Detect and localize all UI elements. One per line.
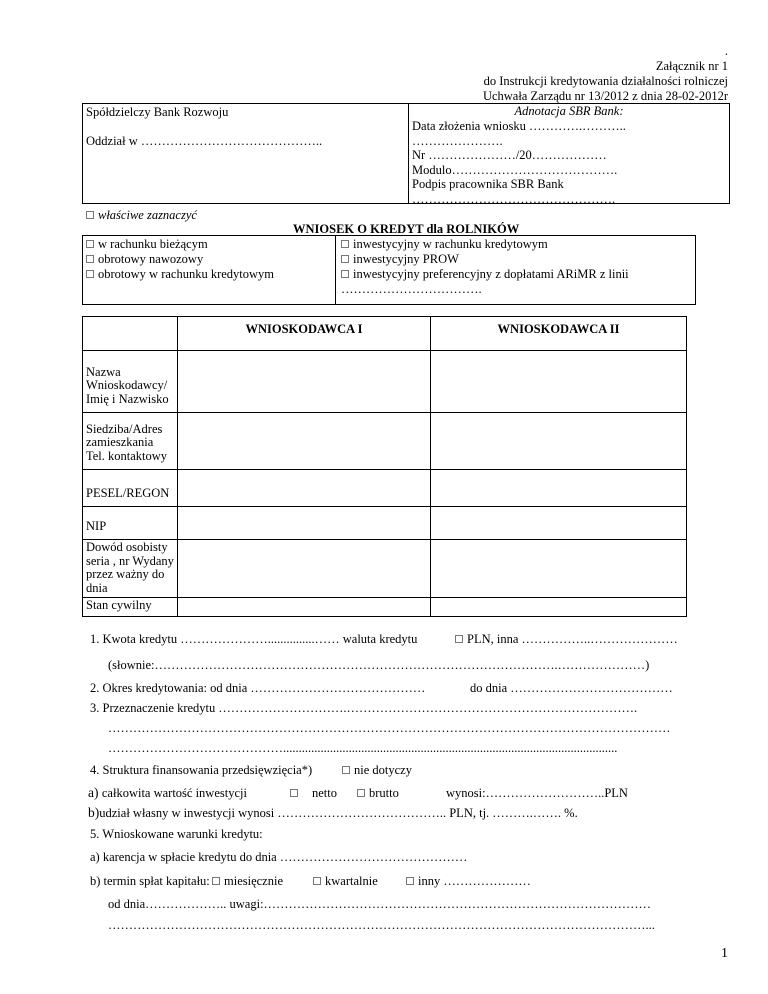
row-label-pesel: PESEL/REGON	[83, 470, 178, 507]
credit-type-arimr[interactable]: inwestycyjny preferencyjny z dopłatami ARiMR z linii …………………………….	[341, 267, 629, 296]
row-label-address: Siedziba/Adres zamieszkania Tel. kontaktowy	[83, 413, 178, 470]
quarterly-option[interactable]: kwartalnie	[313, 874, 378, 889]
loan-purpose-line-3[interactable]: ……………………………………...........................................................................................................	[108, 741, 618, 755]
attachment-number: Załącznik nr 1	[655, 59, 728, 73]
applicant-1-id-cell[interactable]	[178, 540, 431, 598]
checkbox-icon[interactable]	[341, 255, 349, 263]
credit-type-investment-account[interactable]: inwestycyjny w rachunku kredytowym	[341, 237, 686, 252]
checkbox-icon[interactable]	[341, 240, 349, 248]
requested-terms-label: 5. Wnioskowane warunki kredytu:	[90, 827, 263, 841]
applicant-1-pesel-cell[interactable]	[178, 470, 431, 507]
applicant-2-name-cell[interactable]	[431, 351, 687, 413]
page-number: 1	[721, 946, 728, 961]
applicant-1-name-cell[interactable]	[178, 351, 431, 413]
applicant-1-marital-cell[interactable]	[178, 598, 431, 617]
checkbox-icon[interactable]	[86, 270, 94, 278]
applicant-1-header: WNIOSKODAWCA I	[178, 317, 431, 351]
row-label-marital: Stan cywilny	[83, 598, 178, 617]
annotation-number[interactable]: Nr …………………/20………………	[412, 148, 607, 162]
bank-name: Spółdzielczy Bank Rozwoju	[86, 105, 229, 119]
repayment-notes-line[interactable]: …………………………………………………………………………………………………………………...	[108, 918, 655, 932]
repayment-term-label: b) termin spłat kapitału:	[90, 874, 210, 888]
credit-type-box	[82, 235, 696, 305]
total-investment-label: a) całkowita wartość inwestycji	[88, 785, 247, 800]
annotation-title: Adnotacja SBR Bank:	[514, 104, 624, 118]
annotation-modulo[interactable]: Modulo………………………………….	[412, 162, 618, 177]
loan-amount-words[interactable]: (słownie:…………………………………………………………………………………….…………………)	[108, 658, 650, 672]
loan-purpose-field[interactable]: 3. Przeznaczenie kredytu ………………………….…………………………………………………………….	[90, 701, 638, 715]
annotation-signature-label: Podpis pracownika SBR Bank	[412, 177, 564, 191]
checkbox-icon[interactable]	[86, 240, 94, 248]
checkbox-icon[interactable]	[455, 635, 463, 643]
check-note: właściwe zaznaczyć	[86, 208, 197, 223]
form-title: WNIOSEK O KREDYT dla ROLNIKÓW	[293, 222, 520, 236]
credit-type-fertilizer[interactable]: obrotowy nawozowy	[86, 252, 274, 267]
loan-amount-field[interactable]: 1. Kwota kredytu …………………...............…… waluta kredytu	[90, 632, 418, 646]
checkbox-icon[interactable]	[357, 789, 365, 797]
loan-period-to[interactable]: do dnia …………………………………	[470, 681, 673, 695]
applicant-1-nip-cell[interactable]	[178, 507, 431, 540]
applicant-1-address-cell[interactable]	[178, 413, 431, 470]
loan-purpose-line-2[interactable]: ………………………………………………………………………………………………………………………	[108, 721, 671, 735]
brutto-option[interactable]: brutto	[357, 786, 399, 801]
applicant-2-address-cell[interactable]	[431, 413, 687, 470]
item-letter: a)	[88, 785, 99, 800]
applicant-2-pesel-cell[interactable]	[431, 470, 687, 507]
resolution-reference: Uchwała Zarządu nr 13/2012 z dnia 28-02-2012r	[482, 89, 728, 103]
credit-type-divider	[335, 236, 336, 304]
applicant-2-header: WNIOSKODAWCA II	[431, 317, 687, 351]
bank-annotation-box	[408, 103, 730, 204]
monthly-option[interactable]: miesięcznie	[212, 874, 283, 889]
instruction-reference: do Instrukcji kredytowania działalności rolniczej	[483, 74, 728, 88]
checkbox-icon[interactable]	[313, 877, 321, 885]
applicants-table	[82, 316, 687, 617]
checkbox-icon[interactable]	[290, 789, 298, 797]
own-contribution-field[interactable]: b)udział własny w inwestycji wynosi ………………………………….. PLN, tj. ……….……. %.	[88, 805, 578, 820]
checkbox-icon	[86, 211, 94, 219]
other-option[interactable]: inny …………………	[406, 874, 531, 889]
repayment-from-date[interactable]: od dnia……………….. uwagi:…………………………………………………………………………………	[108, 897, 652, 911]
row-label-name: Nazwa Wnioskodawcy/ Imię i Nazwisko	[83, 351, 178, 413]
credit-type-prow[interactable]: inwestycyjny PROW	[341, 252, 686, 267]
bank-info-box	[82, 103, 409, 204]
checkbox-icon[interactable]	[342, 766, 350, 774]
not-applicable-option[interactable]: nie dotyczy	[342, 763, 412, 778]
annotation-signature-field[interactable]: ………………………………………….	[412, 191, 616, 206]
branch-field[interactable]: Oddział w ……………………………………..	[86, 134, 323, 148]
grace-period-field[interactable]: a) karencja w spłacie kredytu do dnia ………………………………………	[90, 850, 468, 864]
applicant-2-marital-cell[interactable]	[431, 598, 687, 617]
checkbox-icon[interactable]	[341, 270, 349, 278]
currency-options[interactable]: PLN, inna ……………..…………………	[455, 632, 678, 647]
row-label-id: Dowód osobisty seria , nr Wydany przez ważny do dnia	[83, 540, 178, 598]
annotation-submission-date[interactable]: Data złożenia wniosku ………….……….. ………………….	[412, 119, 626, 148]
applicant-2-nip-cell[interactable]	[431, 507, 687, 540]
netto-option[interactable]: netto	[290, 786, 337, 801]
row-label-nip: NIP	[83, 507, 178, 540]
financing-structure-label: 4. Struktura finansowania przedsięwzięcia*)	[90, 763, 313, 777]
loan-period-from[interactable]: 2. Okres kredytowania: od dnia ……………………………………	[90, 681, 426, 695]
applicant-2-id-cell[interactable]	[431, 540, 687, 598]
credit-type-working-capital[interactable]: obrotowy w rachunku kredytowym	[86, 267, 274, 282]
checkbox-icon[interactable]	[212, 877, 220, 885]
checkbox-icon[interactable]	[406, 877, 414, 885]
checkbox-icon[interactable]	[86, 255, 94, 263]
header-mark: .	[724, 44, 728, 58]
credit-type-current-account[interactable]: w rachunku bieżącym	[86, 237, 274, 252]
item-letter: b)	[88, 805, 100, 820]
table-corner	[83, 317, 178, 351]
total-investment-amount[interactable]: wynosi:………………………..PLN	[446, 786, 628, 800]
